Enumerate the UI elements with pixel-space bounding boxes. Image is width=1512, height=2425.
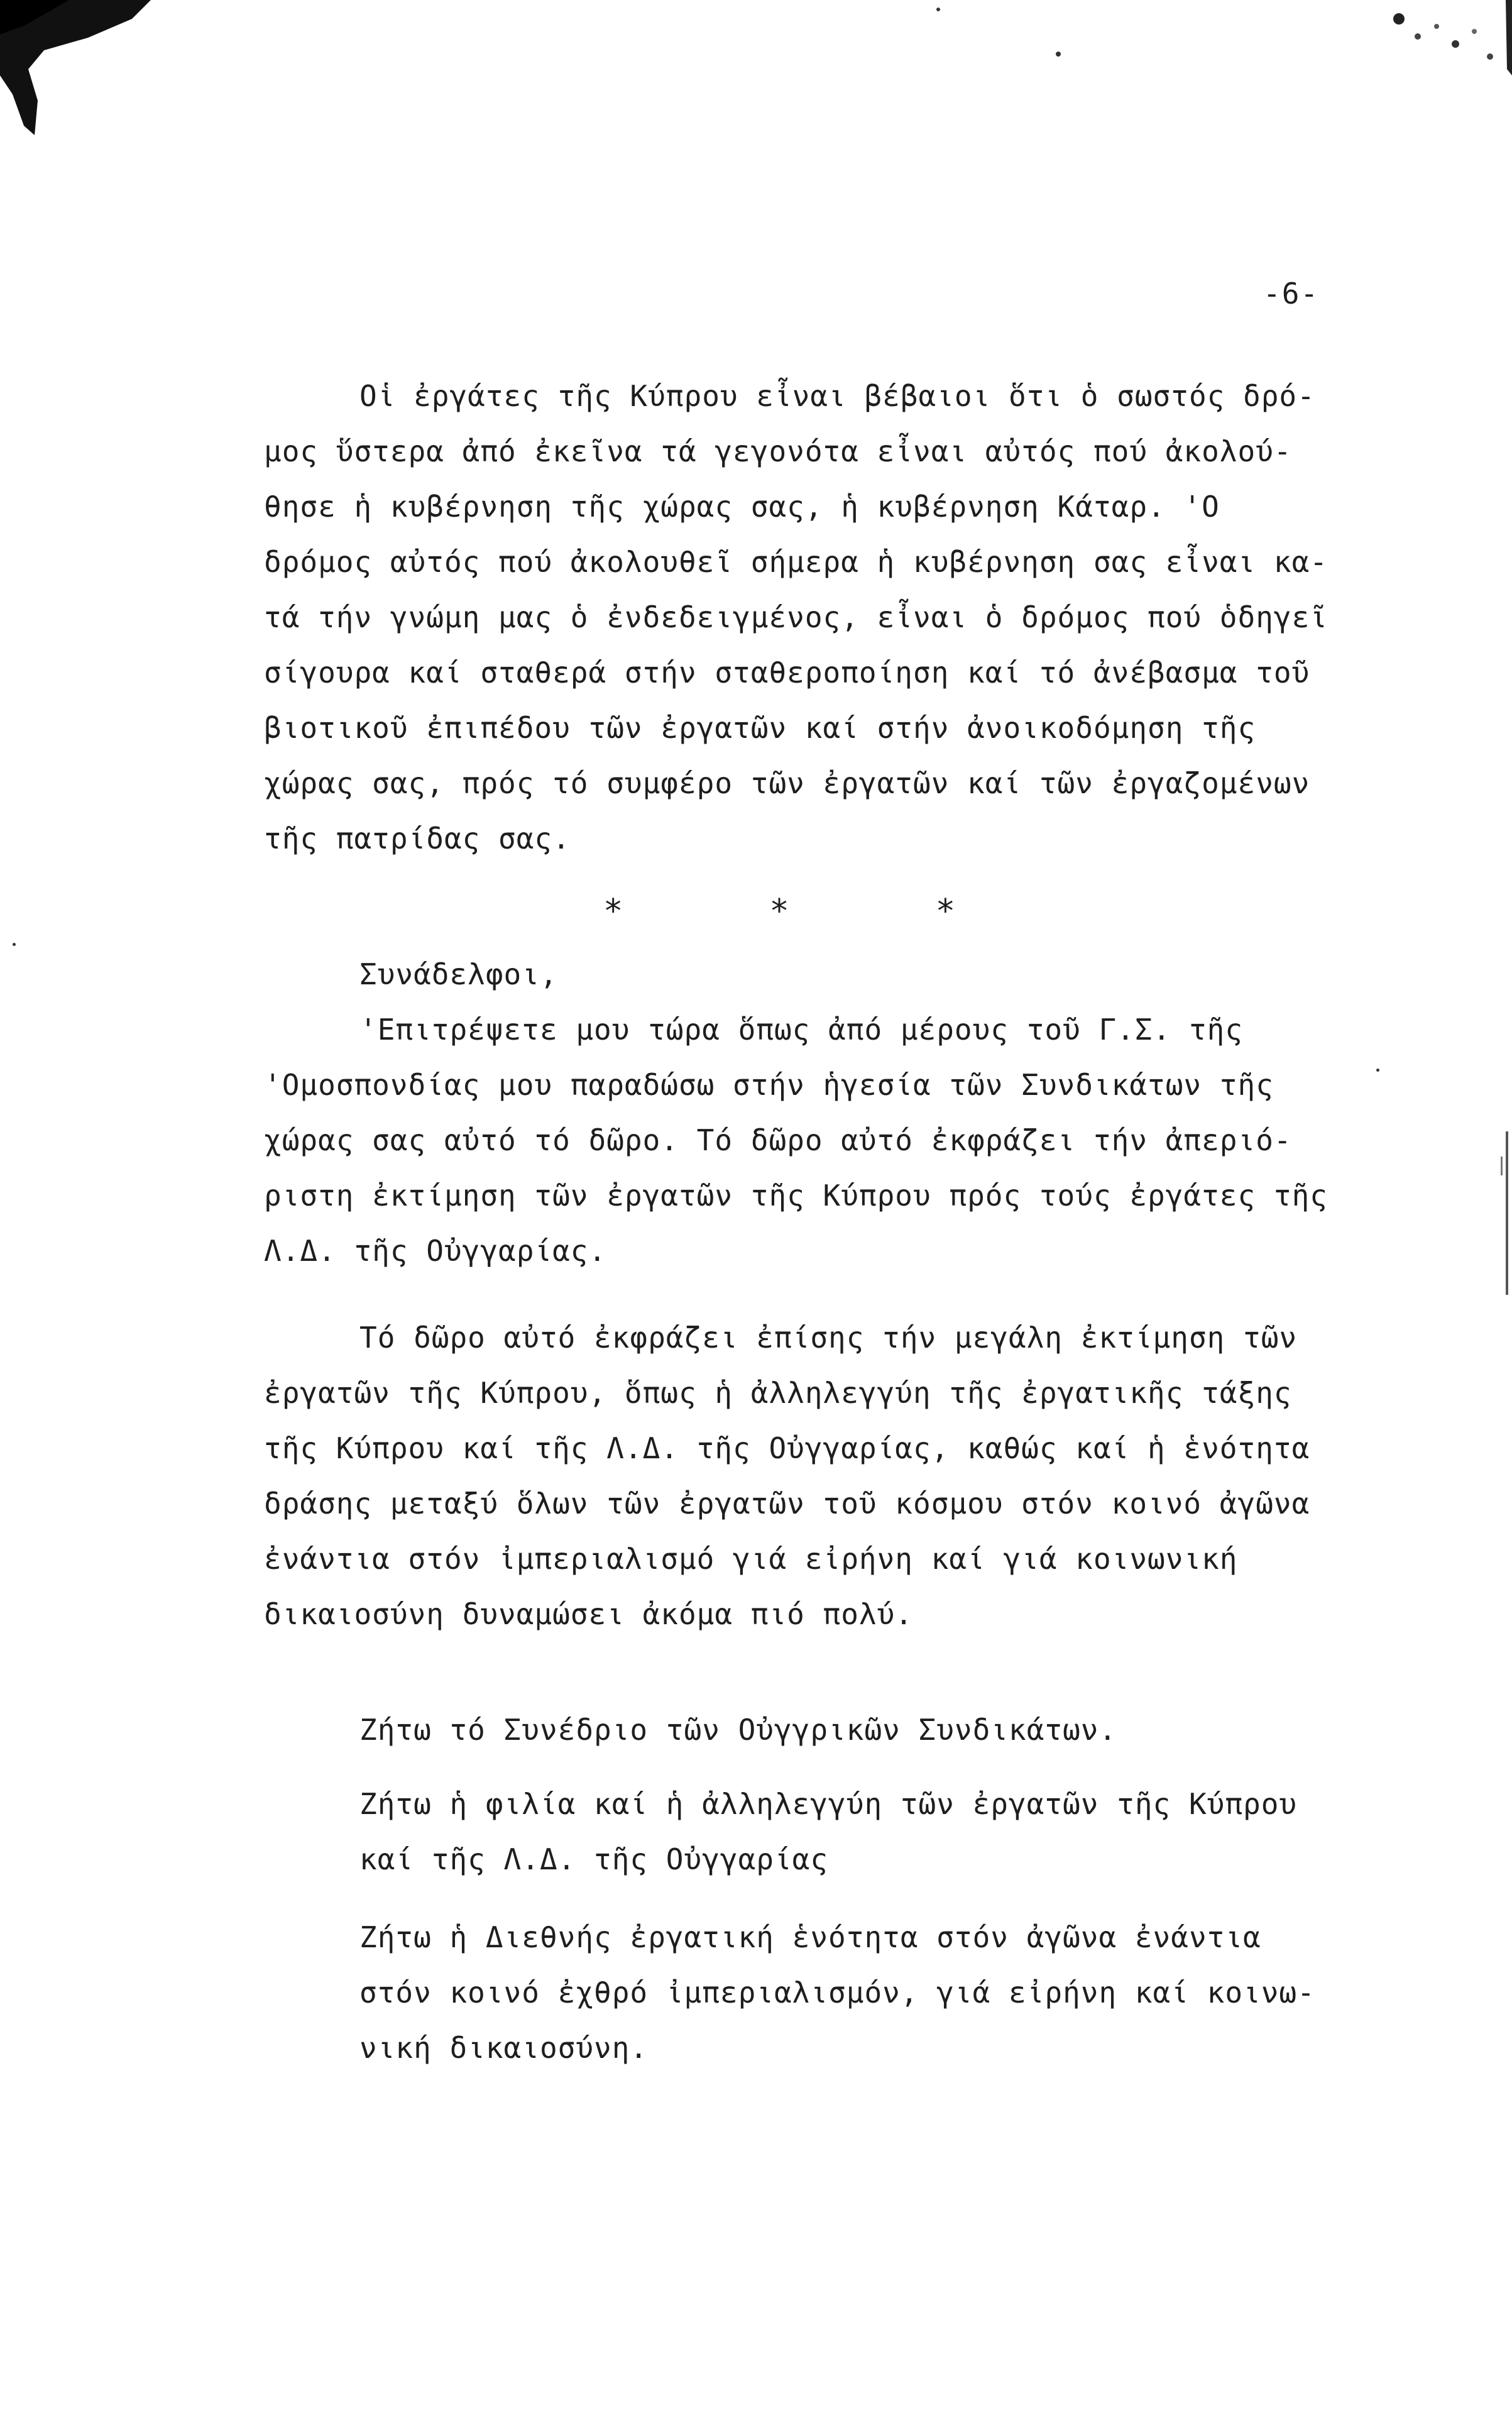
text-line: θησε ἡ κυβέρνηση τῆς χώρας σας, ἡ κυβέρνηση Κάταρ. 'Ο — [264, 490, 1220, 524]
text-line: σίγουρα καί σταθερά στήν σταθεροποίηση καί τό ἀνέβασμα τοῦ — [264, 656, 1310, 690]
separator-star: * — [603, 893, 623, 930]
text-line: ἐνάντια στόν ἰμπεριαλισμό γιά εἰρήνη καί γιά κοινωνική — [264, 1542, 1238, 1576]
scan-artifact-top-right — [1361, 0, 1512, 88]
scan-speck — [936, 8, 940, 11]
text-line: 'Ομοσπονδίας μου παραδώσω στήν ἡγεσία τῶν Συνδικάτων τῆς — [264, 1068, 1274, 1102]
scan-artifact-top-left — [0, 0, 163, 138]
page-number: -6- — [1263, 277, 1320, 311]
text-line: μος ὕστερα ἀπό ἐκεῖνα τά γεγονότα εἶναι αὐτός πού ἀκολού- — [264, 434, 1292, 468]
text-line: Τό δῶρο αὐτό ἐκφράζει ἐπίσης τήν μεγάλη ἐκτίμηση τῶν — [359, 1321, 1298, 1355]
text-line: στόν κοινό ἐχθρό ἰμπεριαλισμόν, γιά εἰρήνη καί κοινω- — [359, 1976, 1315, 2010]
text-line: ἐργατῶν τῆς Κύπρου, ὅπως ἡ ἀλληλεγγύη τῆς ἐργατικῆς τάξης — [264, 1376, 1292, 1410]
text-line: δρόμος αὐτός πού ἀκολουθεῖ σήμερα ἡ κυβέρνηση σας εἶναι κα- — [264, 545, 1328, 579]
text-line: βιοτικοῦ ἐπιπέδου τῶν ἐργατῶν καί στήν ἀνοικοδόμηση τῆς — [264, 711, 1256, 745]
text-line: Λ.Δ. τῆς Οὐγγαρίας. — [264, 1234, 607, 1268]
text-line: Ζήτω ἡ Διεθνής ἐργατική ἑνότητα στόν ἀγῶνα ἐνάντια — [359, 1920, 1261, 1954]
separator-star: * — [769, 893, 789, 930]
text-line: χώρας σας, πρός τό συμφέρο τῶν ἐργατῶν καί τῶν ἐργαζομένων — [264, 766, 1310, 800]
text-line: Οἱ ἐργάτες τῆς Κύπρου εἶναι βέβαιοι ὅτι ὁ σωστός δρό- — [359, 379, 1315, 413]
scan-speck — [1056, 52, 1061, 57]
separator-star: * — [935, 893, 955, 930]
text-line: τῆς Κύπρου καί τῆς Λ.Δ. τῆς Οὐγγαρίας, καθώς καί ἡ ἑνότητα — [264, 1431, 1310, 1465]
closing-slogan-1: Ζήτω τό Συνέδριο τῶν Οὐγγρικῶν Συνδικάτων. — [359, 1713, 1117, 1747]
salutation: Συνάδελφοι, — [359, 957, 558, 991]
text-line: νική δικαιοσύνη. — [359, 2031, 649, 2065]
text-line: καί τῆς Λ.Δ. τῆς Οὐγγαρίας — [359, 1842, 829, 1876]
text-line: τά τήν γνώμη μας ὁ ἐνδεδειγμένος, εἶναι ὁ δρόμος πού ὁδηγεῖ — [264, 600, 1328, 634]
text-line: ριστη ἐκτίμηση τῶν ἐργατῶν τῆς Κύπρου πρός τούς ἐργάτες τῆς — [264, 1179, 1328, 1212]
scan-speck — [1376, 1069, 1379, 1072]
scan-artifact-right-edge — [1497, 1131, 1512, 1295]
text-line: χώρας σας αὐτό τό δῶρο. Τό δῶρο αὐτό ἐκφράζει τήν ἀπεριό- — [264, 1123, 1292, 1157]
text-line: 'Επιτρέψετε μου τώρα ὅπως ἀπό μέρους τοῦ Γ.Σ. τῆς — [359, 1013, 1244, 1047]
text-line: τῆς πατρίδας σας. — [264, 822, 571, 855]
section-separator — [603, 893, 955, 930]
text-line: δικαιοσύνη δυναμώσει ἀκόμα πιό πολύ. — [264, 1597, 913, 1631]
text-line: Ζήτω ἡ φιλία καί ἡ ἀλληλεγγύη τῶν ἐργατῶν τῆς Κύπρου — [359, 1787, 1298, 1821]
text-line: δράσης μεταξύ ὅλων τῶν ἐργατῶν τοῦ κόσμου στόν κοινό ἀγῶνα — [264, 1487, 1310, 1520]
scan-speck — [13, 943, 16, 946]
